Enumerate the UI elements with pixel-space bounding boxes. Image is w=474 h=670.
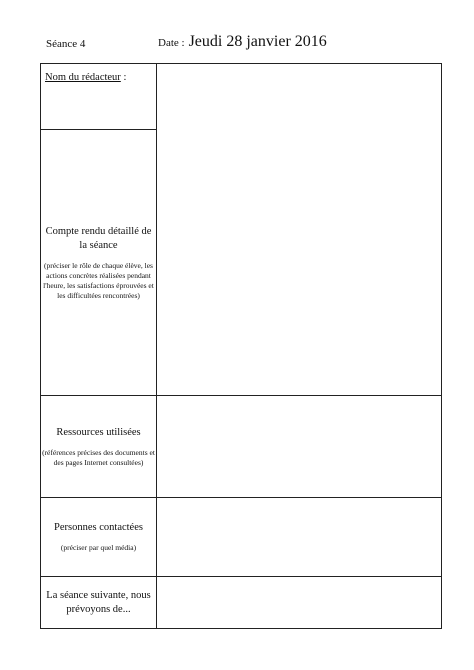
next-session-answer-cell[interactable]: [157, 577, 442, 629]
resources-row: [41, 396, 442, 498]
session-number: Séance 4: [46, 38, 86, 50]
report-title: Compte rendu détaillé de la séance: [45, 225, 152, 251]
contacts-title: Personnes contactées: [54, 522, 143, 533]
report-note: (préciser le rôle de chaque élève, les actions concrètes réalisées pendant l'heure, les satisfactions éprouvées et les difficultées rencontrées): [43, 260, 154, 300]
author-label: Nom du rédacteur: [45, 72, 121, 83]
next-session-row: [41, 577, 442, 629]
contacts-answer-cell[interactable]: [157, 498, 442, 577]
contacts-row: [41, 498, 442, 577]
author-and-report-answer-cell[interactable]: [157, 64, 442, 396]
date-label: Date :: [158, 37, 185, 49]
resources-answer-cell[interactable]: [157, 396, 442, 498]
resources-label-cell: [41, 396, 157, 498]
session-date: [158, 33, 327, 51]
report-label-cell: [41, 130, 157, 396]
session-report-table: [40, 63, 442, 629]
next-session-title: La séance suivante, nous prévoyons de...: [46, 589, 151, 615]
contacts-label-cell: [41, 498, 157, 577]
resources-note: (références précises des documents et des pages Internet consultées): [42, 447, 155, 467]
next-session-label-cell: [41, 577, 157, 629]
author-label-cell: [41, 64, 157, 130]
resources-title: Ressources utilisées: [56, 426, 141, 438]
author-row: [41, 64, 442, 130]
date-value: Jeudi 28 janvier 2016: [188, 33, 327, 50]
author-colon: :: [120, 72, 127, 83]
contacts-note: (préciser par quel média): [60, 543, 137, 552]
